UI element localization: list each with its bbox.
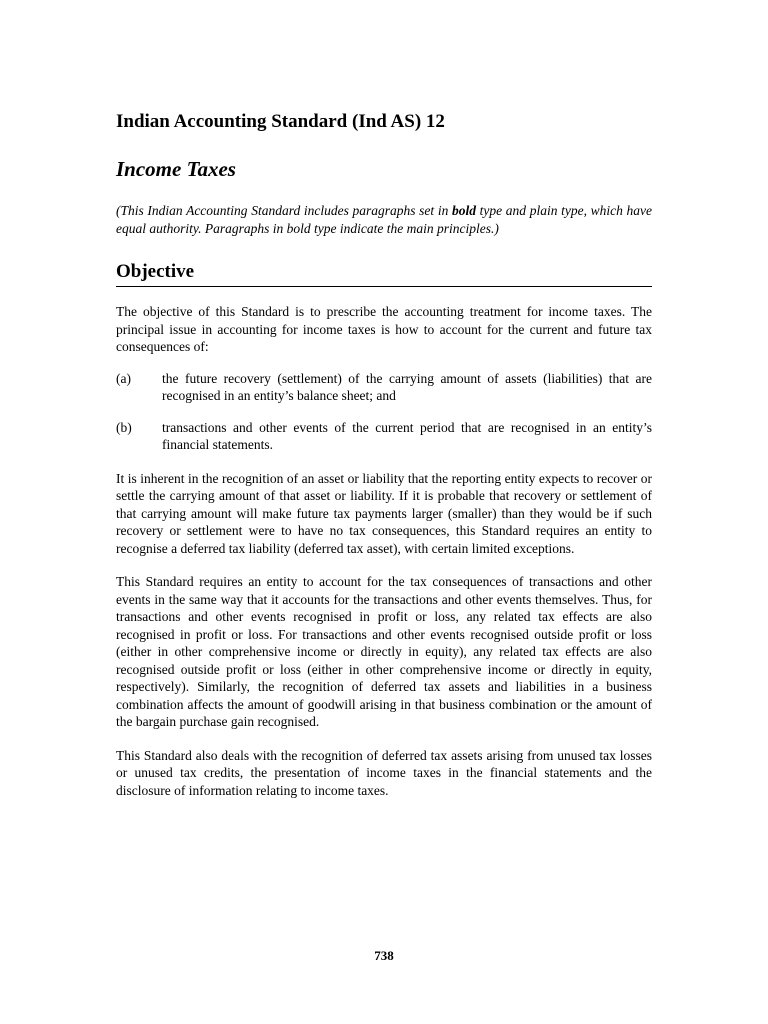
subject-title: Income Taxes [116, 157, 236, 181]
standard-title: Indian Accounting Standard (Ind AS) 12 [116, 111, 445, 132]
paragraph-recognition: It is inherent in the recognition of an asset or liability that the reporting entity expects to recover or settle the carrying amount of that asset or liability. If it is probable that recovery or settlement of that carrying amount will make future tax payments larger (smaller) than they would be if such recovery or settlement were to have no tax consequences, this Standard requires an entity to recognise a deferred tax liability (deferred tax asset), with certain limited exceptions. [116, 470, 652, 556]
list-marker: (a) [116, 370, 131, 386]
intro-note-bold-word: bold [451, 203, 476, 218]
list-text: the future recovery (settlement) of the carrying amount of assets (liabilities) that are recognised in an entity’s balance sheet; and [162, 370, 652, 403]
intro-note [116, 202, 652, 238]
section-heading-objective: Objective [116, 260, 652, 287]
paragraph-tax-consequences: This Standard requires an entity to account for the tax consequences of transactions and other events in the same way that it accounts for the transactions and other events themselves. Thus, for transactions and other events recognised in profit or loss, any related tax effects are also recognised in profit or loss. For transactions and other events recognised outside profit or loss (either in other comprehensive income or directly in equity), any related tax effects are also recognised outside profit or loss (either in other comprehensive income or directly in equity, respectively). Similarly, the recognition of deferred tax assets and liabilities in a business combination affects the amount of goodwill arising in that business combination or the amount of the bargain purchase gain recognised. [116, 574, 652, 729]
intro-note-part2: type and plain type, which have equal authority. Paragraphs in bold type indicate the main principles.) [116, 203, 653, 236]
list-text: transactions and other events of the current period that are recognised in an entity’s financial statements. [162, 419, 652, 452]
list-marker: (b) [116, 419, 132, 435]
paragraph-scope: This Standard also deals with the recognition of deferred tax assets arising from unused tax losses or unused tax credits, the presentation of income taxes in the financial statements and the disclosure of information relating to income taxes. [116, 747, 652, 798]
intro-note-part1: (This Indian Accounting Standard includes paragraphs set in [116, 203, 452, 218]
list-item [116, 370, 652, 405]
list-item [116, 419, 652, 454]
page-number: 738 [374, 948, 394, 963]
paragraph-objective: The objective of this Standard is to prescribe the accounting treatment for income taxes. The principal issue in accounting for income taxes is how to account for the current and future tax consequences of: [116, 304, 652, 354]
document-page [116, 100, 652, 799]
